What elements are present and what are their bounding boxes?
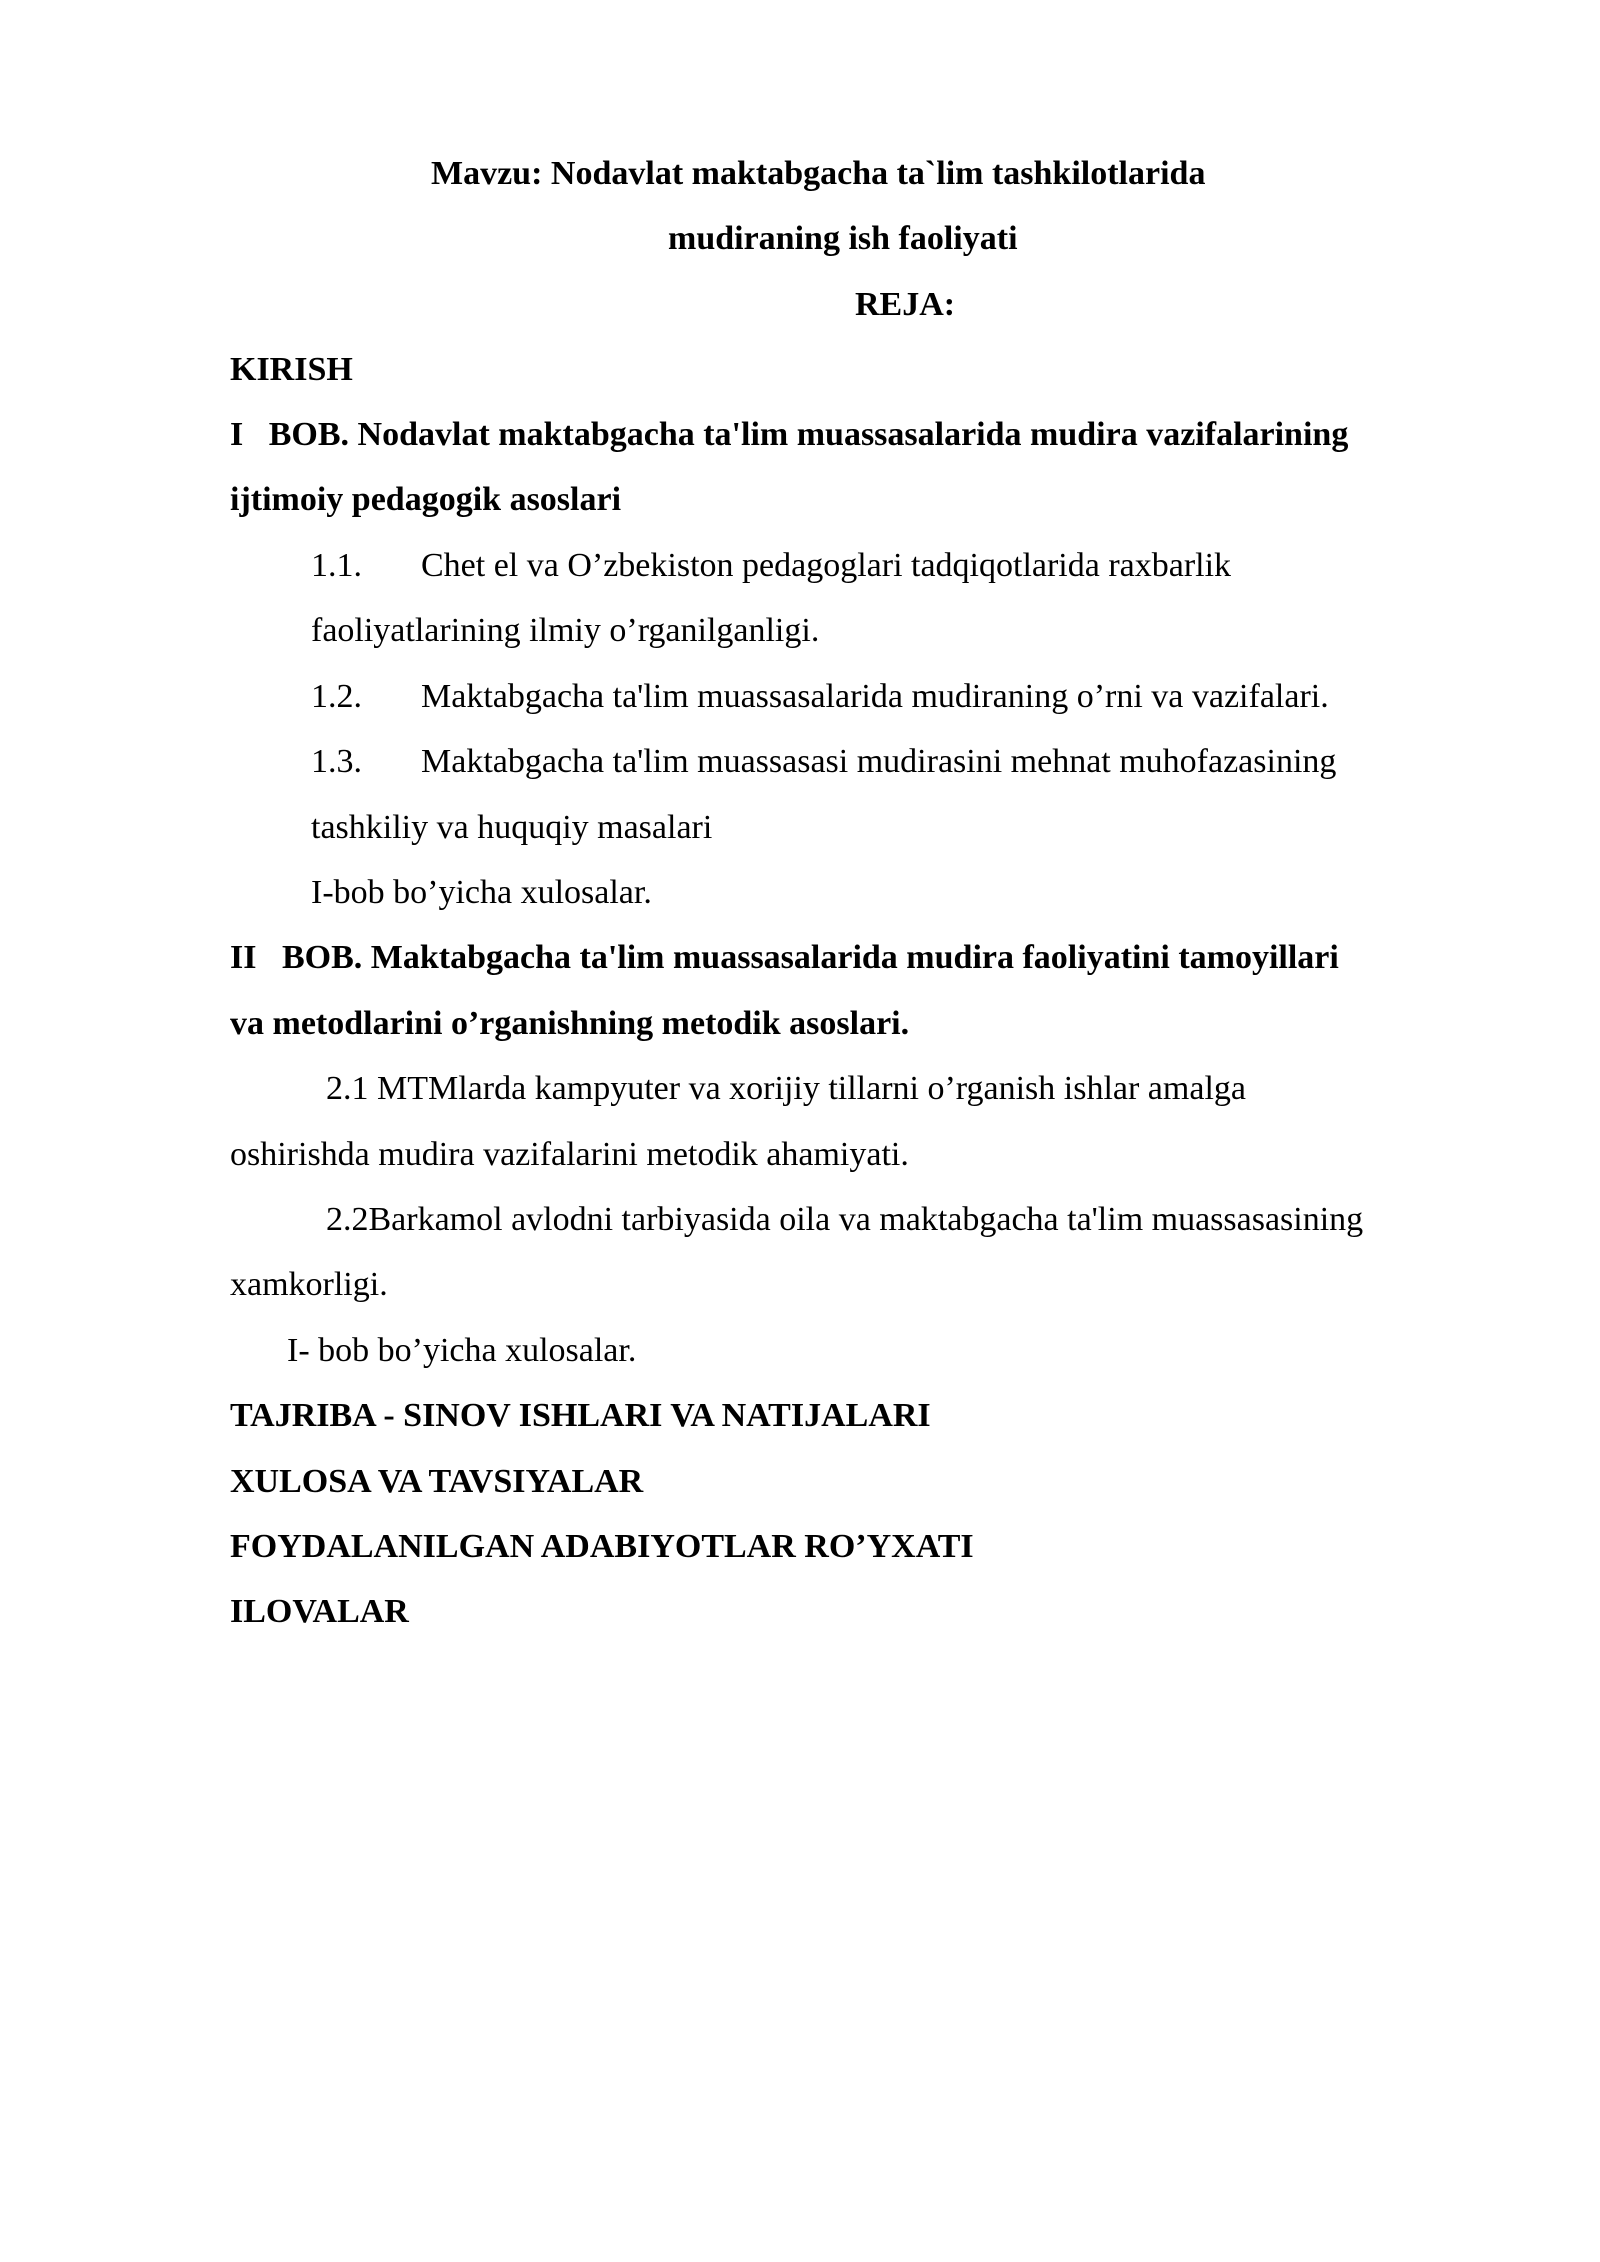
chapter1-heading-line-2: ijtimoiy pedagogik asoslari xyxy=(230,481,622,518)
closing-section-references: FOYDALANILGAN ADABIYOTLAR RO’YXATI xyxy=(230,1528,974,1565)
chapter2-heading-line-1: II BOB. Maktabgacha ta'lim muassasalarida mudira faoliyatini tamoyillari xyxy=(230,939,1339,976)
chapter1-item-3 xyxy=(311,742,1336,782)
closing-section-experiments: TAJRIBA - SINOV ISHLARI VA NATIJALARI xyxy=(230,1397,931,1434)
chapter2-heading-line-2: va metodlarini o’rganishning metodik asoslari. xyxy=(230,1005,910,1042)
chapter2-item-2-continued: xamkorligi. xyxy=(230,1266,388,1303)
chapter2-item-1: 2.1 MTMlarda kampyuter va xorijiy tillarni o’rganish ishlar amalga xyxy=(326,1070,1246,1107)
chapter2-item-1-continued: oshirishda mudira vazifalarini metodik ahamiyati. xyxy=(230,1136,909,1173)
closing-section-appendices: ILOVALAR xyxy=(230,1593,409,1630)
closing-section-conclusions: XULOSA VA TAVSIYALAR xyxy=(230,1463,644,1500)
chapter2-item-2: 2.2Barkamol avlodni tarbiyasida oila va maktabgacha ta'lim muassasasining xyxy=(326,1201,1364,1238)
item-text: Chet el va O’zbekiston pedagoglari tadqiqotlarida raxbarlik xyxy=(421,547,1232,584)
chapter1-conclusion: I-bob bo’yicha xulosalar. xyxy=(311,874,652,911)
plan-heading: REJA: xyxy=(855,286,956,323)
item-text: Maktabgacha ta'lim muassasalarida mudiraning o’rni va vazifalari. xyxy=(421,678,1329,715)
title-line-2: mudiraning ish faoliyati xyxy=(668,220,1018,257)
chapter2-conclusion: I- bob bo’yicha xulosalar. xyxy=(287,1332,637,1369)
intro-heading: KIRISH xyxy=(230,351,353,388)
chapter1-item-1-continued: faoliyatlarining ilmiy o’rganilganligi. xyxy=(311,612,820,649)
title-line-1: Mavzu: Nodavlat maktabgacha ta`lim tashkilotlarida xyxy=(431,155,1206,192)
item-number: 1.3. xyxy=(311,743,362,780)
item-number: 1.2. xyxy=(311,678,362,715)
chapter1-item-2 xyxy=(311,677,1329,717)
item-number: 1.1. xyxy=(311,547,362,584)
chapter1-item-1 xyxy=(311,546,1231,586)
item-text: Maktabgacha ta'lim muassasasi mudirasini mehnat muhofazasining xyxy=(421,743,1337,780)
chapter1-item-3-continued: tashkiliy va huquqiy masalari xyxy=(311,809,713,846)
chapter1-heading-line-1: I BOB. Nodavlat maktabgacha ta'lim muassasalarida mudira vazifalarining xyxy=(230,416,1349,453)
